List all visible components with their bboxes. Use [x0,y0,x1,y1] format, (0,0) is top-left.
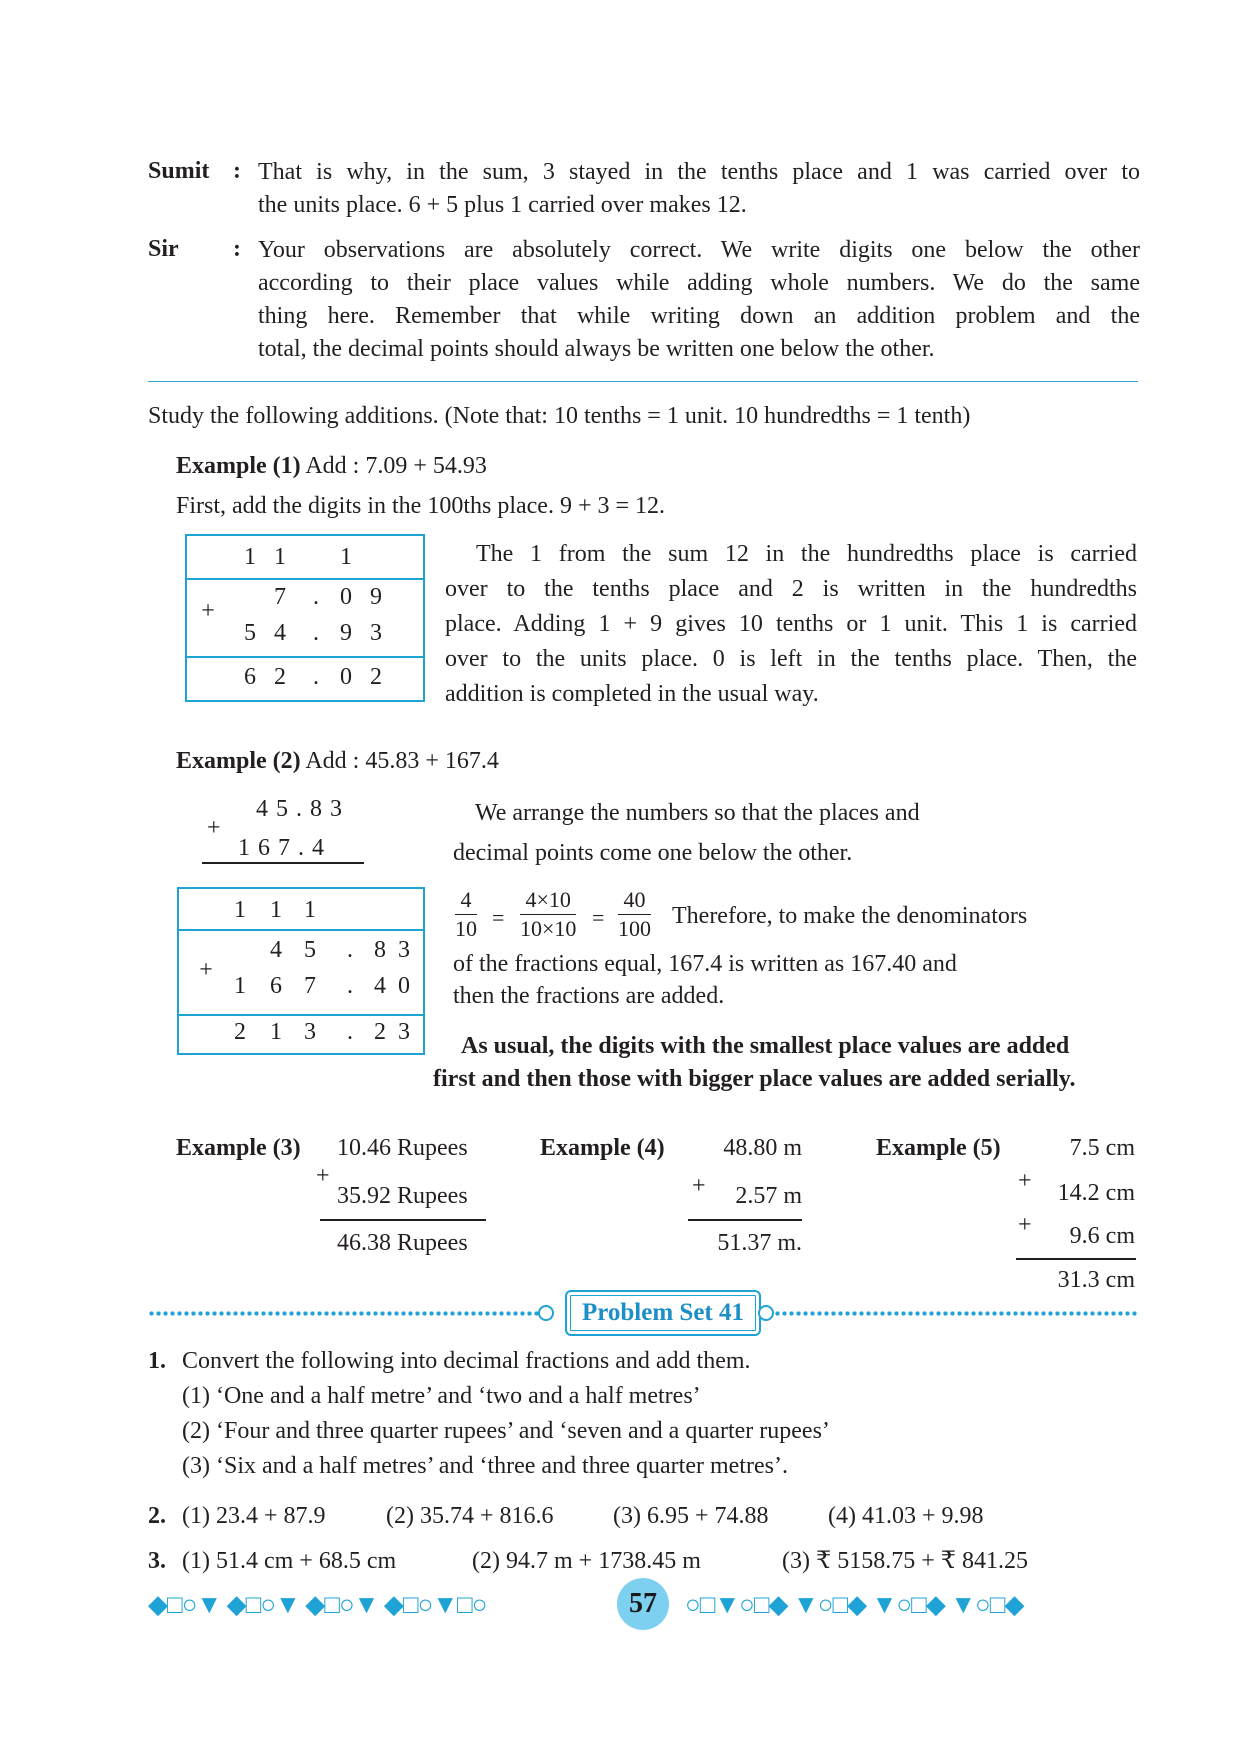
colon: : [233,236,241,262]
intro-text: Study the following additions. (Note that: 10 tenths = 1 unit. 10 hundredths = 1 tenth) [148,403,971,429]
ring-ornament [758,1305,774,1321]
example-2-addition-grid: 1 1 1 + 4 5 . 8 3 1 6 7 . 4 0 2 1 3 . 2 3 [177,887,425,1055]
dialogue-text: That is why, in the sum, 3 stayed in the tenths place and 1 was carried over to the units place. 6 + 5 plus 1 carried over makes 12. [258,159,1140,218]
ring-ornament [538,1305,554,1321]
question-item: (1) ‘One and a half metre’ and ‘two and a half metres’ [182,1383,701,1409]
question-item: (2) 94.7 m + 1738.45 m [472,1548,701,1574]
question-item: (1) 51.4 cm + 68.5 cm [182,1548,397,1574]
question-item: (2) ‘Four and three quarter rupees’ and ‘seven and a quarter rupees’ [182,1418,830,1444]
dotted-divider-left [148,1311,540,1316]
section-divider [148,381,1138,382]
bold-note: As usual, the digits with the smallest place values are added first and then those with bigger place values are added serially. [433,1033,1076,1092]
dotted-divider-right [774,1311,1138,1316]
example-1-explanation: The 1 from the sum 12 in the hundredths place is carried over to the tenths place and 2 is written in the hundredths place. Adding 1 + 9 gives 10 tenths or 1 unit. This 1 is carried over to the units place. 0 is left in the tenths place. Then, the addition is completed in the usual way. [445,541,1137,707]
footer-decorative-shapes-left: ◆□○▼ ◆□○▼ ◆□○▼ ◆□○▼□○ [148,1590,487,1619]
fraction: $\frac{4\times 10}{10\times 10}$ [520,887,577,941]
fraction-explanation: of the fractions equal, 167.4 is written as 167.40 and then the fractions are added. [453,951,957,1009]
fraction: $\frac{40}{100}$ [618,887,651,941]
question-item: (1) 23.4 + 87.9 [182,1503,326,1529]
example-2-arrange-text: We arrange the numbers so that the places and decimal points come one below the other. [453,800,920,866]
question-item: (2) 35.74 + 816.6 [386,1503,554,1529]
question-item: (3) ₹ 5158.75 + ₹ 841.25 [782,1548,1029,1574]
example-2-heading: Example (2) Add : 45.83 + 167.4 [176,748,499,774]
colon: : [233,158,241,184]
speaker-name: Sir [148,236,179,262]
dialogue-text: Your observations are absolutely correct. We write digits one below the other according to their place values while adding whole numbers. We do the same thing here. Remember that while writing down an addition problem and the total, the decimal points should always be written one below the other. [258,237,1140,362]
example-1-step: First, add the digits in the 100ths place. 9 + 3 = 12. [176,493,666,519]
example-1-heading: Example (1) Add : 7.09 + 54.93 [176,453,487,479]
footer-decorative-shapes-right: ○□▼○□◆ ▼○□◆ ▼○□◆ ▼○□◆ [685,1590,1024,1619]
fraction: $\frac{4}{10}$ [455,887,477,941]
problem-set-title: Problem Set 41 [565,1290,761,1336]
example-1-addition-grid: 1 1 1 + 7 . 0 9 5 4 . 9 3 6 2 . 0 2 [185,534,425,702]
page-number: 57 [617,1578,669,1630]
question-item: (3) ‘Six and a half metres’ and ‘three and three quarter metres’. [182,1453,788,1479]
speaker-name: Sumit [148,158,210,184]
question-item: (3) 6.95 + 74.88 [613,1503,769,1529]
question-item: (4) 41.03 + 9.98 [828,1503,984,1529]
